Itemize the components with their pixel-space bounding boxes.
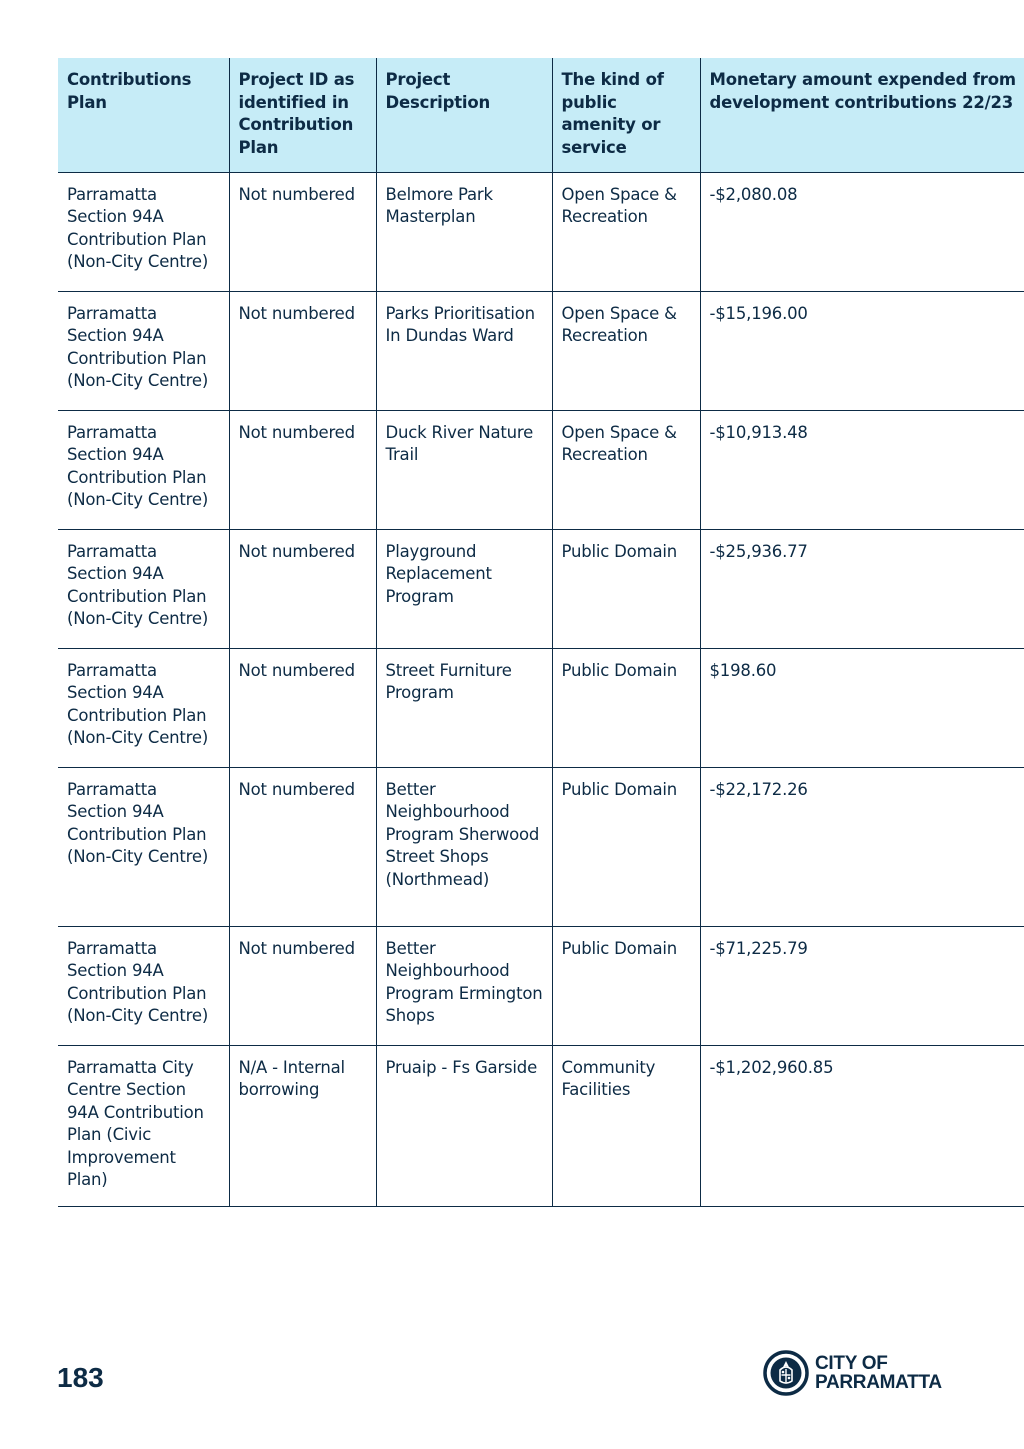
logo-line-1: CITY OF [815,1353,888,1374]
cell-project-id: Not numbered [229,767,376,926]
cell-amenity-kind: Open Space & Recreation [552,291,700,410]
logo-line-2: PARRAMATTA [815,1372,942,1393]
cell-project-description: Duck River Nature Trail [376,410,552,529]
table-header-row [58,58,1024,172]
table-row [58,291,1024,410]
cell-contributions-plan: Parramatta Section 94A Contribution Plan (Non-City Centre) [58,410,229,529]
table-row [58,172,1024,291]
cell-contributions-plan: Parramatta Section 94A Contribution Plan (Non-City Centre) [58,529,229,648]
cell-amenity-kind: Public Domain [552,926,700,1045]
cell-contributions-plan: Parramatta City Centre Section 94A Contribution Plan (Civic Improvement Plan) [58,1045,229,1206]
city-of-parramatta-emblem-icon [763,1350,809,1396]
cell-amenity-kind: Public Domain [552,767,700,926]
cell-project-id: Not numbered [229,926,376,1045]
cell-monetary-amount: -$10,913.48 [700,410,1024,529]
table-row [58,529,1024,648]
cell-monetary-amount: -$15,196.00 [700,291,1024,410]
cell-project-description: Parks Prioritisation In Dundas Ward [376,291,552,410]
header-monetary-amount: Monetary amount expended from development contributions 22/23 [700,58,1024,172]
cell-amenity-kind: Public Domain [552,529,700,648]
cell-project-id: Not numbered [229,410,376,529]
cell-project-description: Belmore Park Masterplan [376,172,552,291]
logo-wordmark [815,1354,942,1392]
cell-monetary-amount: -$71,225.79 [700,926,1024,1045]
cell-project-description: Pruaip - Fs Garside [376,1045,552,1206]
table-row [58,410,1024,529]
cell-amenity-kind: Community Facilities [552,1045,700,1206]
cell-project-description: Better Neighbourhood Program Ermington Shops [376,926,552,1045]
cell-project-description: Street Furniture Program [376,648,552,767]
contributions-table-container [58,58,1024,1207]
header-contributions-plan: Contributions Plan [58,58,229,172]
header-project-description: Project Description [376,58,552,172]
table-row [58,926,1024,1045]
cell-amenity-kind: Open Space & Recreation [552,410,700,529]
cell-contributions-plan: Parramatta Section 94A Contribution Plan (Non-City Centre) [58,648,229,767]
cell-amenity-kind: Open Space & Recreation [552,172,700,291]
cell-contributions-plan: Parramatta Section 94A Contribution Plan (Non-City Centre) [58,291,229,410]
cell-amenity-kind: Public Domain [552,648,700,767]
cell-monetary-amount: -$2,080.08 [700,172,1024,291]
cell-monetary-amount: -$22,172.26 [700,767,1024,926]
cell-project-id: N/A - Internal borrowing [229,1045,376,1206]
cell-project-id: Not numbered [229,529,376,648]
cell-monetary-amount: -$1,202,960.85 [700,1045,1024,1206]
cell-project-id: Not numbered [229,648,376,767]
cell-contributions-plan: Parramatta Section 94A Contribution Plan (Non-City Centre) [58,172,229,291]
cell-project-description: Playground Replacement Program [376,529,552,648]
cell-project-description: Better Neighbourhood Program Sherwood Street Shops (Northmead) [376,767,552,926]
cell-contributions-plan: Parramatta Section 94A Contribution Plan (Non-City Centre) [58,926,229,1045]
cell-contributions-plan: Parramatta Section 94A Contribution Plan (Non-City Centre) [58,767,229,926]
table-row [58,767,1024,926]
header-project-id: Project ID as identified in Contribution Plan [229,58,376,172]
cell-monetary-amount: -$25,936.77 [700,529,1024,648]
header-amenity-kind: The kind of public amenity or service [552,58,700,172]
cell-project-id: Not numbered [229,291,376,410]
page-number: 183 [57,1362,104,1393]
cell-project-id: Not numbered [229,172,376,291]
cell-monetary-amount: $198.60 [700,648,1024,767]
table-row [58,648,1024,767]
table-row [58,1045,1024,1206]
contributions-table [58,58,1024,1207]
city-of-parramatta-logo [763,1350,942,1396]
